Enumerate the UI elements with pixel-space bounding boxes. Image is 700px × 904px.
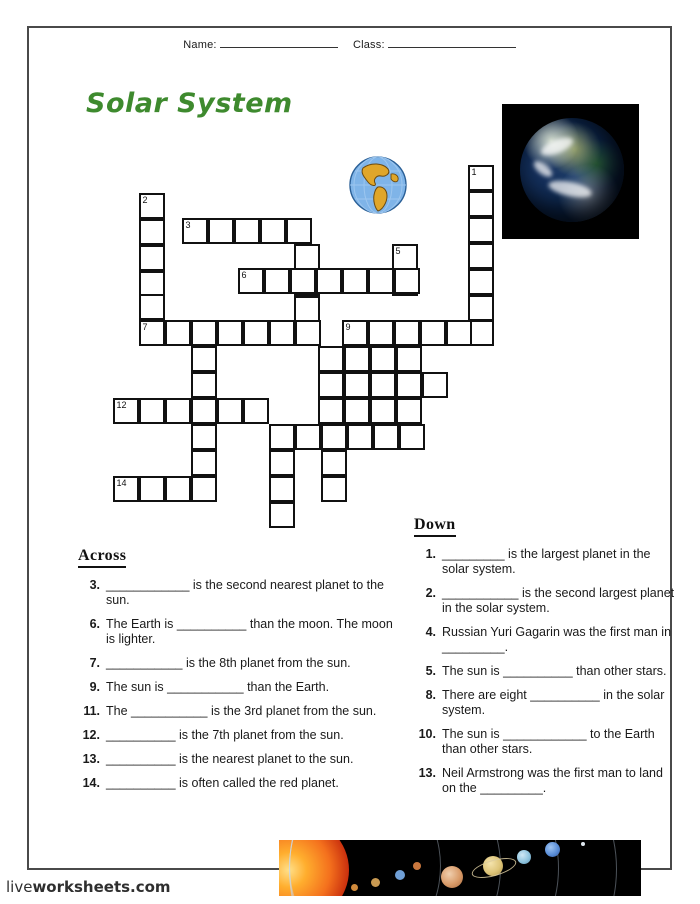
crossword-cell[interactable]: [446, 320, 472, 346]
crossword-cell[interactable]: [243, 320, 269, 346]
across-clue-text: The Earth is __________ than the moon. The moon is lighter.: [106, 617, 393, 646]
crossword-cell-number: 5: [395, 246, 401, 256]
across-clue-number: 3.: [89, 578, 100, 592]
across-clue-item: [78, 617, 398, 647]
planet-shape: [395, 870, 405, 880]
crossword-cell[interactable]: [344, 398, 370, 424]
crossword-cell[interactable]: [182, 218, 208, 244]
crossword-cell-number: 2: [142, 195, 148, 205]
crossword-cell[interactable]: [260, 218, 286, 244]
crossword-cell[interactable]: [420, 320, 446, 346]
crossword-cell[interactable]: [347, 424, 373, 450]
crossword-cell[interactable]: [191, 346, 217, 372]
crossword-cell[interactable]: [286, 218, 312, 244]
solar-system-banner: [279, 840, 641, 896]
crossword-cell-number: 14: [116, 478, 127, 488]
crossword-cell-number: 1: [471, 167, 477, 177]
planet-shape: [441, 866, 463, 888]
crossword-cell[interactable]: [294, 244, 320, 270]
crossword-cell[interactable]: [370, 346, 396, 372]
crossword-cell[interactable]: [468, 165, 494, 191]
crossword-cell[interactable]: [316, 268, 342, 294]
crossword-cell[interactable]: [269, 450, 295, 476]
down-clue-text: Russian Yuri Gagarin was the first man in _________.: [442, 625, 672, 654]
crossword-cell[interactable]: [468, 243, 494, 269]
crossword-cell-number: 12: [116, 400, 127, 410]
crossword-cell[interactable]: [394, 320, 420, 346]
across-clue-number: 9.: [89, 680, 100, 694]
crossword-cell[interactable]: [399, 424, 425, 450]
crossword-cell[interactable]: [191, 372, 217, 398]
crossword-cell[interactable]: [422, 372, 448, 398]
down-clue-item: [414, 625, 679, 655]
crossword-cell[interactable]: [191, 476, 217, 502]
down-clues-block: [414, 516, 679, 805]
crossword-cell[interactable]: [318, 372, 344, 398]
crossword-cell[interactable]: [269, 320, 295, 346]
worksheet-page: [27, 26, 675, 870]
crossword-cell[interactable]: [321, 476, 347, 502]
liveworksheets-watermark: [6, 878, 171, 896]
crossword-cell[interactable]: [139, 320, 165, 346]
crossword-cell[interactable]: [396, 346, 422, 372]
crossword-cell[interactable]: [342, 268, 368, 294]
crossword-cell[interactable]: [113, 476, 139, 502]
crossword-cell[interactable]: [243, 398, 269, 424]
planet-shape: [581, 842, 585, 846]
watermark-bold-text: worksheets.com: [32, 878, 171, 896]
across-clues-block: [78, 547, 398, 800]
down-clue-item: [414, 586, 679, 616]
down-clue-number: 2.: [425, 586, 436, 600]
crossword-cell[interactable]: [264, 268, 290, 294]
down-clue-text: The sun is __________ than other stars.: [442, 664, 667, 678]
down-clue-text: Neil Armstrong was the first man to land on the _________.: [442, 766, 663, 795]
crossword-cell[interactable]: [191, 320, 217, 346]
down-clue-number: 5.: [425, 664, 436, 678]
name-label: Name:: [183, 39, 217, 51]
down-clue-text: ___________ is the second largest planet in the solar system.: [442, 586, 675, 615]
crossword-cell[interactable]: [342, 320, 368, 346]
crossword-cell[interactable]: [468, 269, 494, 295]
crossword-cell[interactable]: [217, 398, 243, 424]
crossword-cell[interactable]: [318, 398, 344, 424]
crossword-cell-number: 3: [185, 220, 191, 230]
crossword-cell[interactable]: [295, 320, 321, 346]
across-clue-text: The sun is ___________ than the Earth.: [106, 680, 330, 694]
crossword-cell[interactable]: [373, 424, 399, 450]
across-clue-number: 11.: [83, 704, 100, 718]
down-clue-item: [414, 727, 679, 757]
crossword-cell[interactable]: [217, 320, 243, 346]
across-heading: Across: [78, 547, 126, 568]
across-clue-text: __________ is the 7th planet from the sun.: [106, 728, 344, 742]
planet-shape: [413, 862, 421, 870]
down-clue-item: [414, 664, 679, 679]
across-clue-number: 13.: [82, 752, 100, 766]
crossword-cell[interactable]: [321, 424, 347, 450]
across-clue-item: [78, 728, 398, 743]
crossword-cell-number: 9: [345, 322, 351, 332]
across-clue-item: [78, 776, 398, 791]
crossword-cell[interactable]: [269, 476, 295, 502]
across-clue-list: [78, 578, 398, 791]
crossword-cell[interactable]: [468, 295, 494, 321]
crossword-cell[interactable]: [396, 398, 422, 424]
down-clue-list: [414, 547, 679, 796]
across-clue-number: 12.: [82, 728, 100, 742]
crossword-grid[interactable]: [29, 28, 674, 528]
across-clue-text: The ___________ is the 3rd planet from the sun.: [106, 704, 377, 718]
crossword-cell[interactable]: [468, 191, 494, 217]
down-clue-item: [414, 547, 679, 577]
crossword-cell[interactable]: [370, 398, 396, 424]
orbit-path: [289, 840, 641, 896]
crossword-cell[interactable]: [113, 398, 139, 424]
crossword-cell[interactable]: [392, 244, 418, 270]
crossword-cell[interactable]: [294, 296, 320, 322]
crossword-cell[interactable]: [318, 346, 344, 372]
crossword-cell[interactable]: [139, 294, 165, 320]
across-clue-item: [78, 704, 398, 719]
down-clue-text: The sun is ____________ to the Earth than other stars.: [442, 727, 655, 756]
crossword-cell[interactable]: [165, 320, 191, 346]
class-label: Class:: [352, 39, 385, 51]
across-clue-text: __________ is often called the red planet.: [106, 776, 339, 790]
across-clue-text: ____________ is the second nearest planet to the sun.: [106, 578, 384, 607]
across-clue-item: [78, 680, 398, 695]
crossword-cell[interactable]: [139, 245, 165, 271]
down-clue-number: 8.: [425, 688, 436, 702]
page-title: Solar System: [86, 88, 293, 119]
down-clue-text: _________ is the largest planet in the solar system.: [442, 547, 651, 576]
crossword-cell[interactable]: [468, 217, 494, 243]
crossword-cell[interactable]: [370, 372, 396, 398]
planet-shape: [351, 884, 358, 891]
crossword-cell[interactable]: [191, 450, 217, 476]
crossword-cell[interactable]: [396, 372, 422, 398]
across-clue-number: 6.: [89, 617, 100, 631]
down-clue-number: 10.: [418, 727, 436, 741]
across-clue-number: 14.: [82, 776, 100, 790]
crossword-cell-number: 7: [142, 322, 148, 332]
crossword-cell[interactable]: [139, 193, 165, 219]
crossword-cell[interactable]: [238, 268, 264, 294]
crossword-cell[interactable]: [208, 218, 234, 244]
crossword-cell[interactable]: [344, 346, 370, 372]
down-clue-text: There are eight __________ in the solar system.: [442, 688, 665, 717]
planet-shape: [545, 842, 560, 857]
crossword-cell[interactable]: [191, 424, 217, 450]
crossword-cell[interactable]: [295, 424, 321, 450]
crossword-cell[interactable]: [269, 424, 295, 450]
crossword-cell[interactable]: [165, 476, 191, 502]
across-clue-item: [78, 752, 398, 767]
down-heading: Down: [414, 516, 456, 537]
crossword-cell[interactable]: [165, 398, 191, 424]
crossword-cell[interactable]: [344, 372, 370, 398]
crossword-cell[interactable]: [139, 219, 165, 245]
crossword-cell[interactable]: [269, 502, 295, 528]
crossword-cell-number: 6: [241, 270, 247, 280]
down-clue-item: [414, 766, 679, 796]
crossword-cell[interactable]: [191, 398, 217, 424]
planet-shape: [517, 850, 531, 864]
across-clue-item: [78, 578, 398, 608]
planet-shape: [371, 878, 380, 887]
across-clue-text: ___________ is the 8th planet from the sun.: [106, 656, 351, 670]
down-clue-number: 4.: [425, 625, 436, 639]
crossword-cell[interactable]: [368, 268, 394, 294]
crossword-cell[interactable]: [234, 218, 260, 244]
crossword-cell[interactable]: [290, 268, 316, 294]
watermark-light-text: live: [6, 878, 33, 896]
crossword-cell[interactable]: [394, 268, 420, 294]
down-clue-number: 13.: [418, 766, 436, 780]
crossword-cell[interactable]: [139, 398, 165, 424]
crossword-cell[interactable]: [139, 476, 165, 502]
across-clue-text: __________ is the nearest planet to the sun.: [106, 752, 354, 766]
crossword-cell[interactable]: [321, 450, 347, 476]
down-clue-number: 1.: [425, 547, 436, 561]
crossword-cell[interactable]: [368, 320, 394, 346]
across-clue-number: 7.: [89, 656, 100, 670]
across-clue-item: [78, 656, 398, 671]
down-clue-item: [414, 688, 679, 718]
